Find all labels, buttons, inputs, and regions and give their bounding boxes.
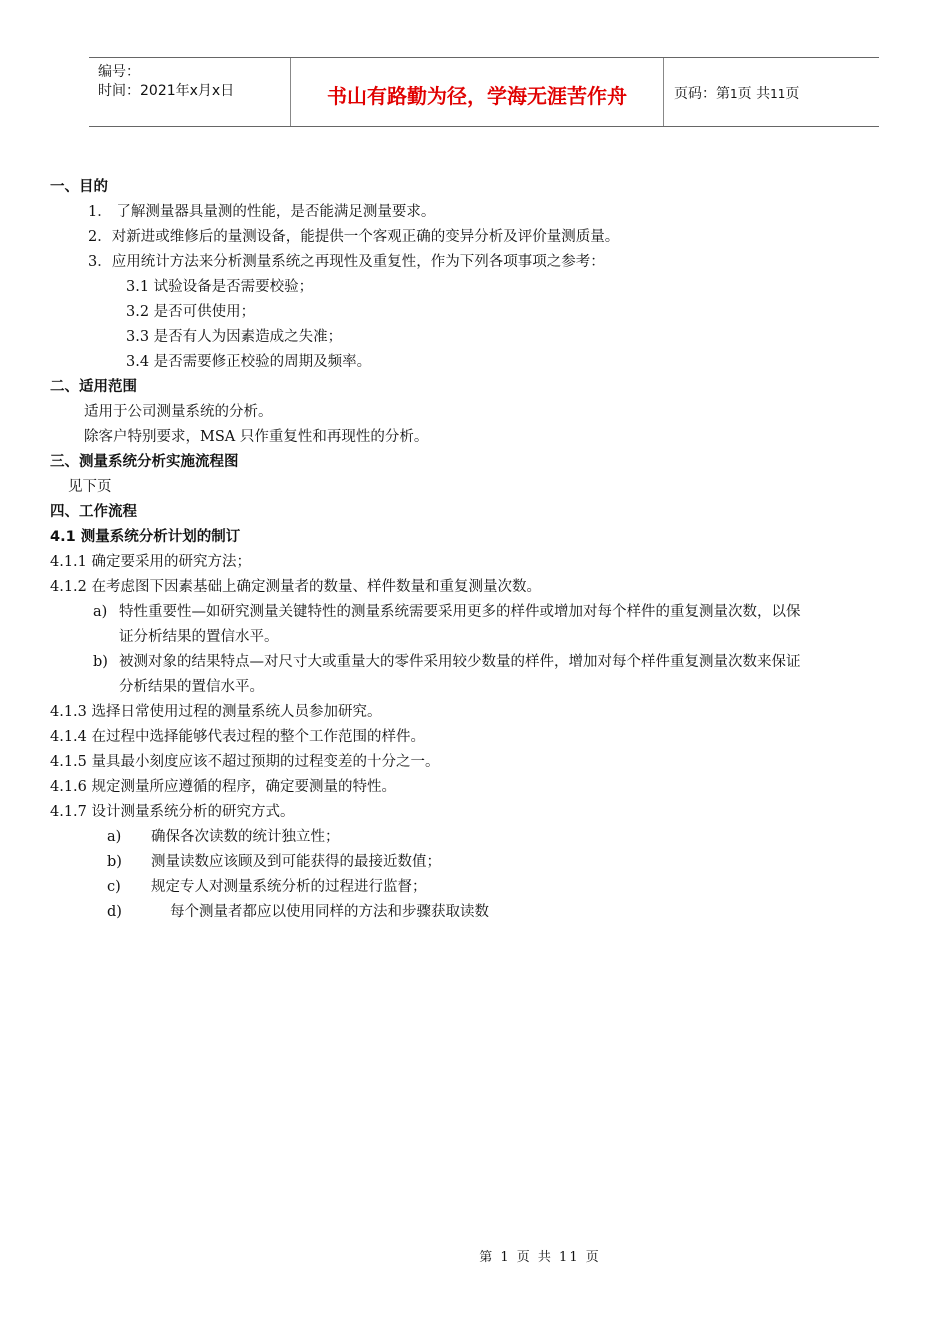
item-4-1-7-a: 确保各次读数的统计独立性； bbox=[151, 829, 340, 845]
item-4-1-2-b-line-1: 被测对象的结果特点—对尺寸大或重量大的零件采用较少数量的样件，增加对每个样件重复测量次数来保证 bbox=[119, 654, 801, 670]
item-4-1-1: 4.1.1 确定要采用的研究方法； bbox=[50, 554, 252, 570]
page-footer bbox=[0, 1246, 950, 1265]
header-page-cell bbox=[664, 58, 879, 126]
item-4-1-7-b: 测量读数应该顾及到可能获得的最接近数值； bbox=[151, 854, 441, 870]
page-info bbox=[674, 83, 799, 103]
footer-page-number: 第 1 页 共 11 页 bbox=[479, 1250, 601, 1265]
page-number: 1 bbox=[730, 87, 738, 101]
section-4-1-title: 4.1 测量系统分析计划的制订 bbox=[50, 529, 241, 545]
item-4-1-3: 4.1.3 选择日常使用过程的测量系统人员参加研究。 bbox=[50, 704, 382, 720]
item-4-1-7-d: 每个测量者都应以使用同样的方法和步骤获取读数 bbox=[170, 904, 489, 920]
item-4-1-2-a-line-2: 证分析结果的置信水平。 bbox=[119, 629, 279, 645]
section-3-title: 三、测量系统分析实施流程图 bbox=[50, 454, 239, 470]
item-4-1-7-a-marker: a) bbox=[107, 829, 122, 845]
section-2-paragraph-1: 适用于公司测量系统的分析。 bbox=[84, 404, 273, 420]
section-1-item-2: 2．对新进或维修后的量测设备，能提供一个客观正确的变异分析及评价量测质量。 bbox=[88, 229, 620, 245]
section-1-item-3-1: 3.1 试验设备是否需要校验； bbox=[126, 279, 314, 295]
item-4-1-2-b-marker: b) bbox=[93, 654, 108, 670]
document-time-label: 时间：2021年x月x日 bbox=[98, 83, 235, 99]
header-info-cell bbox=[89, 58, 291, 126]
page-mid: 页 共 bbox=[737, 86, 771, 102]
item-4-1-7-b-marker: b) bbox=[107, 854, 122, 870]
item-4-1-7-c: 规定专人对测量系统分析的过程进行监督； bbox=[151, 879, 427, 895]
item-4-1-6: 4.1.6 规定测量所应遵循的程序，确定要测量的特性。 bbox=[50, 779, 397, 795]
section-1-item-1: 1． 了解测量器具量测的性能，是否能满足测量要求。 bbox=[88, 204, 436, 220]
document-number-label: 编号： bbox=[98, 64, 140, 80]
item-4-1-7: 4.1.7 设计测量系统分析的研究方式。 bbox=[50, 804, 295, 820]
item-4-1-2-b-line-2: 分析结果的置信水平。 bbox=[119, 679, 264, 695]
item-4-1-7-d-marker: d) bbox=[107, 904, 122, 920]
item-4-1-4: 4.1.4 在过程中选择能够代表过程的整个工作范围的样件。 bbox=[50, 729, 426, 745]
item-4-1-5: 4.1.5 量具最小刻度应该不超过预期的过程变差的十分之一。 bbox=[50, 754, 440, 770]
section-2-paragraph-2: 除客户特别要求，MSA 只作重复性和再现性的分析。 bbox=[84, 429, 429, 445]
item-4-1-2-a-line-1: 特性重要性—如研究测量关键特性的测量系统需要采用更多的样件或增加对每个样件的重复测量次数，以保 bbox=[119, 604, 801, 620]
section-1-item-3: 3．应用统计方法来分析测量系统之再现性及重复性，作为下列各项事项之参考： bbox=[88, 254, 605, 270]
section-1-item-3-3: 3.3 是否有人为因素造成之失准； bbox=[126, 329, 343, 345]
section-4-title: 四、工作流程 bbox=[50, 504, 137, 520]
section-1-item-3-2: 3.2 是否可供使用； bbox=[126, 304, 256, 320]
page-prefix: 页码：第 bbox=[674, 86, 730, 102]
item-4-1-2-a-marker: a) bbox=[93, 604, 108, 620]
motto-text: 书山有路勤为径，学海无涯苦作舟 bbox=[327, 84, 627, 108]
header-motto-cell bbox=[291, 58, 664, 126]
section-1-title: 一、目的 bbox=[50, 179, 108, 195]
page-total: 11 bbox=[770, 87, 786, 101]
page-suffix: 页 bbox=[785, 86, 800, 102]
item-4-1-7-c-marker: c) bbox=[107, 879, 121, 895]
section-2-title: 二、适用范围 bbox=[50, 379, 137, 395]
section-3-paragraph: 见下页 bbox=[68, 479, 112, 495]
item-4-1-2: 4.1.2 在考虑图下因素基础上确定测量者的数量、样件数量和重复测量次数。 bbox=[50, 579, 542, 595]
section-1-item-3-4: 3.4 是否需要修正校验的周期及频率。 bbox=[126, 354, 372, 370]
header-table bbox=[89, 57, 879, 127]
